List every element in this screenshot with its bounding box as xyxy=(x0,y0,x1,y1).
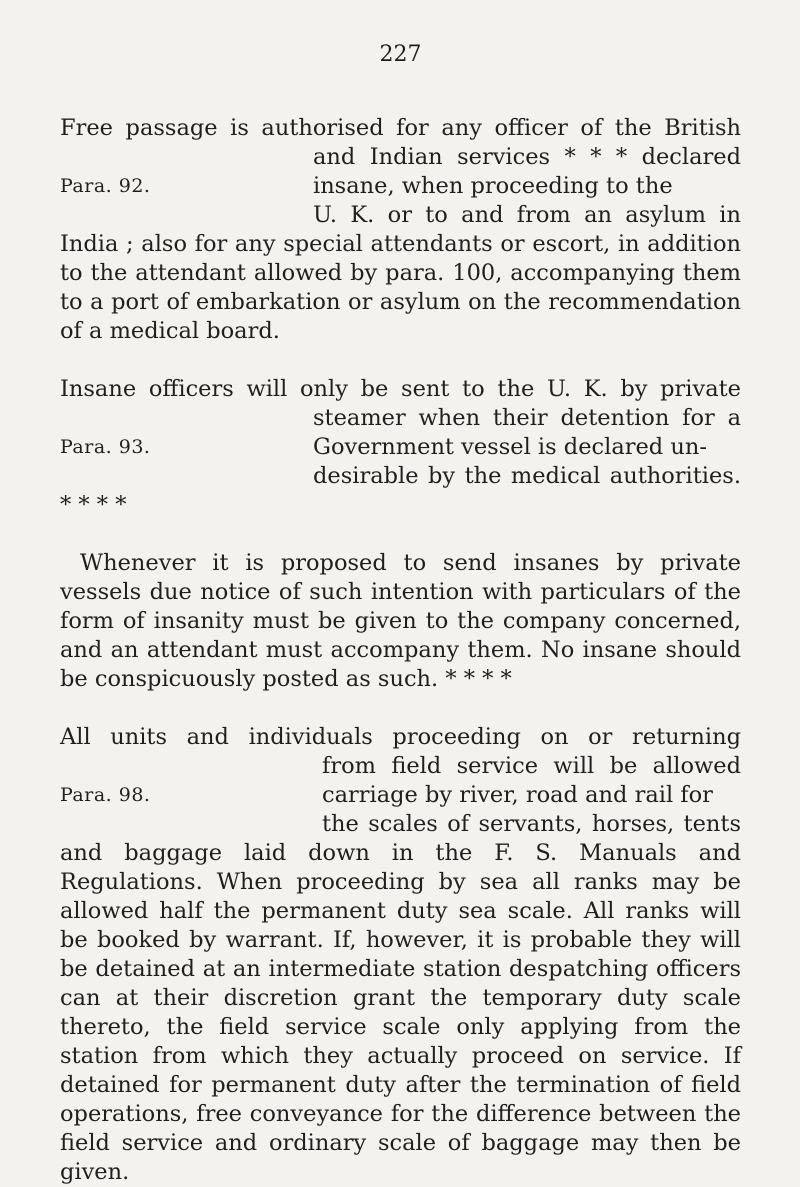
margin-label: Para. 98. xyxy=(60,784,151,806)
paragraph-para-98 xyxy=(60,723,741,1187)
paragraph-first-line: Insane officers will only be sent to the U. K. by private xyxy=(60,376,741,402)
paragraph-body-text: the scales of servants, horses, tents and baggage laid down in the F. S. Manuals and Regulations. When proceeding by sea all ranks may be allowed half the permanent duty sea scale. All ranks will be booked by warrant. If, however, it is probable they will be detained at an intermediate station despatching officers can at their discretion grant the temporary duty scale thereto, the field service scale only applying from the station from which they actually proceed on service. If detained for permanent duty after the termination of field operations, free conveyance for the difference between the field service and ordinary scale of baggage may then be given. xyxy=(60,811,741,1185)
paragraph-wrapped-text: and Indian services * * * declared insane, when proceeding to the xyxy=(313,144,741,199)
margin-label: Para. 92. xyxy=(60,175,151,197)
document-page xyxy=(60,40,741,1187)
paragraph-first-line: Free passage is authorised for any officer of the British xyxy=(60,115,741,141)
paragraph-wrapped-text: steamer when their detention for a Government vessel is declared un- xyxy=(313,405,741,460)
paragraph-first-line: All units and individuals proceeding on or returning xyxy=(60,724,741,750)
paragraph-para-92 xyxy=(60,114,741,346)
page-number: 227 xyxy=(379,42,422,67)
paragraph-body-text: desirable by the medical authorities. * * * * xyxy=(60,463,741,518)
paragraph-para-93 xyxy=(60,375,741,520)
paragraph-wrapped-text: from field service will be allowed carriage by river, road and rail for xyxy=(322,753,741,808)
paragraph-body-text: U. K. or to and from an asylum in India ; also for any special attendants or escort, in addition to the attendant allowed by para. 100, accompanying them to a port of embarkation or asylum on the recommendation of a medical board. xyxy=(60,202,741,344)
margin-label: Para. 93. xyxy=(60,436,151,458)
paragraph-private-vessels: Whenever it is proposed to send insanes by private vessels due notice of such intention with particulars of the form of insanity must be given to the company concerned, and an attendant must accompany them. No insane should be conspicuously posted as such. * * * * xyxy=(60,550,741,692)
